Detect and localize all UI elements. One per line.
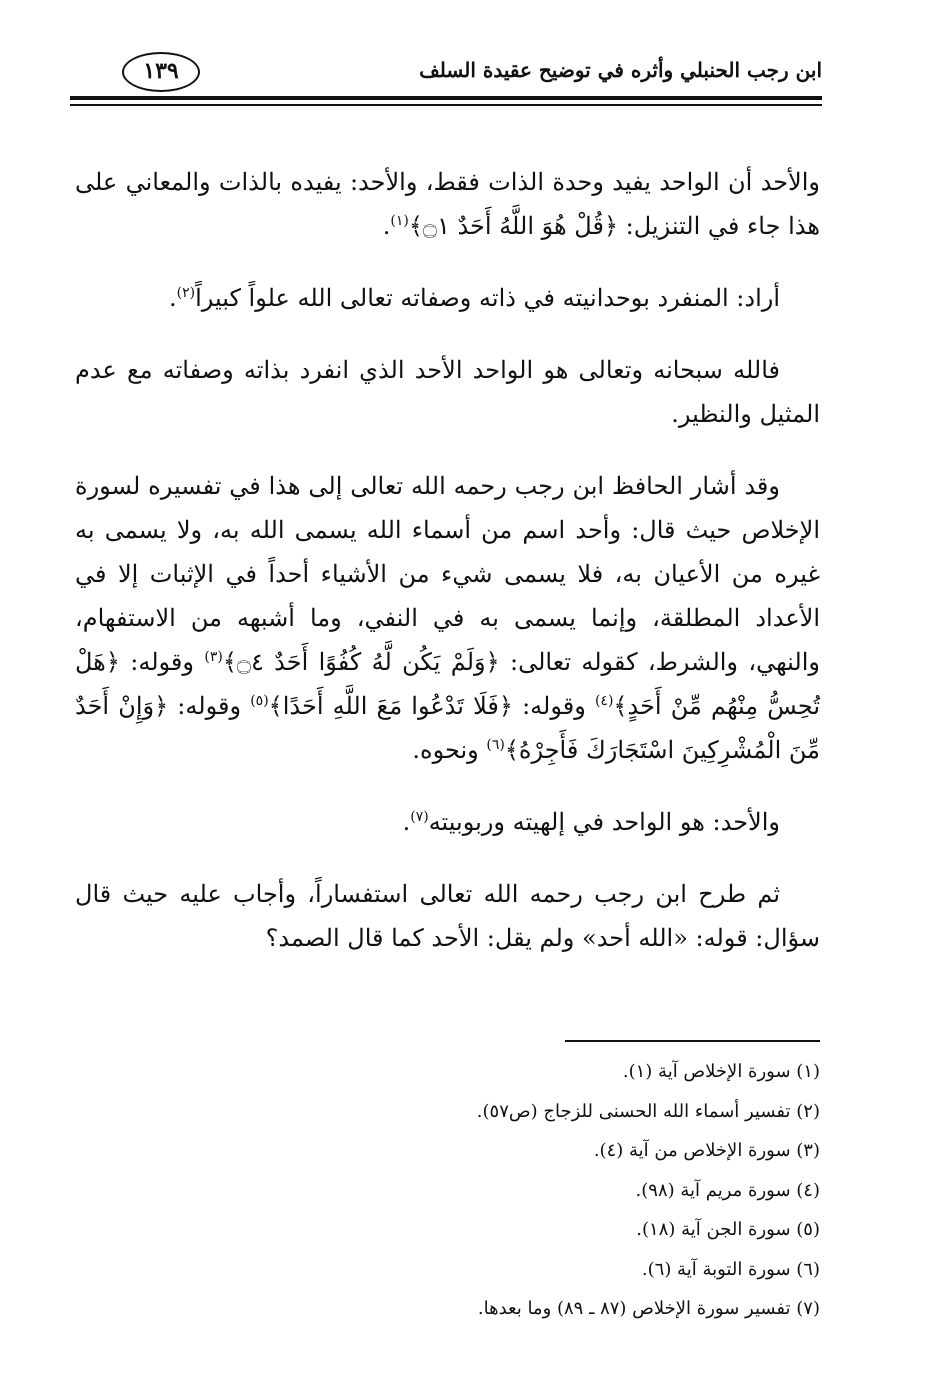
page-number: ١٣٩: [122, 52, 200, 92]
footnote-separator: [565, 1040, 820, 1042]
page-header: [70, 52, 822, 112]
footnote-4: (٤) سورة مريم آية (٩٨).: [635, 1179, 820, 1201]
footnote-5: (٥) سورة الجن آية (١٨).: [636, 1219, 820, 1240]
footnote-ref-1: (١): [390, 213, 409, 229]
footnote-ref-3: (٣): [204, 649, 223, 665]
paragraph-5-text: والأحد: هو الواحد في إلهيته وربوبيته: [428, 808, 780, 836]
paragraph-3: فالله سبحانه وتعالى هو الواحد الأحد الذي انفرد بذاته وصفاته مع عدم المثيل والنظير.: [75, 356, 820, 428]
paragraph-1-text: والأحد أن الواحد يفيد وحدة الذات فقط، والأحد: يفيده بالذات والمعاني على هذا جاء في التنزيل: ﴿قُلْ هُوَ اللَّهُ أَحَدٌ ۝١﴾: [75, 168, 820, 240]
paragraph-4-text-e: ونحوه.: [412, 736, 479, 764]
paragraph-4-text-c: وقوله: ﴿فَلَا تَدْعُوا مَعَ اللَّهِ أَحَدًا﴾: [268, 692, 586, 720]
paragraph-2: أراد: المنفرد بوحدانيته في ذاته وصفاته تعالى الله علواً كبيراً$^{(٢)}$.: [168, 284, 780, 312]
paragraph-6: ثم طرح ابن رجب رحمه الله تعالى استفساراً، وأجاب عليه حيث قال سؤال: قوله: «الله أحد» ولم يقل: الأحد كما قال الصمد؟: [75, 880, 820, 952]
footnote-ref-7: (٧): [410, 809, 429, 825]
paragraph-4: [75, 464, 820, 772]
header-rule-thin: [70, 104, 822, 106]
paragraph-4-text-a: وقد أشار الحافظ ابن رجب رحمه الله تعالى إلى هذا في تفسيره لسورة الإخلاص حيث قال: وأحد اسم من أسماء الله يسمى الله به، ولا يسمى به غيره من الأعيان به، فلا يسمى شيء من الأشياء أحداً في الإثبات إلا في الأعداد المطلقة، وإنما يسمى به في النفي، وما أشبهه من الاستفهام، والنهي، والشرط، كقوله تعالى: ﴿وَلَمْ يَكُن لَّهُ كُفُوًا أَحَدٌ ۝٤﴾: [75, 472, 820, 676]
footnote-7: (٧) تفسير سورة الإخلاص (٨٧ ـ ٨٩) وما بعدها.: [477, 1298, 820, 1319]
header-rule-thick: [70, 96, 822, 100]
footnote-ref-6: (٦): [486, 737, 505, 753]
footnote-1: (١) سورة الإخلاص آية (١).: [622, 1061, 820, 1082]
footnote-ref-2: (٢): [176, 285, 196, 301]
paragraph-1: والأحد أن الواحد يفيد وحدة الذات فقط، والأحد: يفيده بالذات والمعاني على هذا جاء في التنزيل: ﴿قُلْ هُوَ اللَّهُ أَحَدٌ ۝١﴾$^{(١)}$.: [75, 168, 820, 240]
footnotes: [260, 1052, 820, 1329]
running-title: ابن رجب الحنبلي وأثره في توضيح عقيدة السلف: [419, 58, 822, 82]
footnote-ref-5: (٥): [250, 693, 269, 709]
footnote-2: (٢) تفسير أسماء الله الحسنى للزجاج (ص٥٧).: [476, 1100, 820, 1122]
paragraph-4-text-b: وقوله: ﴿هَلْ تُحِسُّ مِنْهُم مِّنْ أَحَدٍ﴾: [75, 648, 821, 720]
paragraph-4-text-d: وقوله: ﴿وَإِنْ أَحَدٌ مِّنَ الْمُشْرِكِينَ اسْتَجَارَكَ فَأَجِرْهُ﴾: [75, 692, 820, 764]
footnote-3: (٣) سورة الإخلاص من آية (٤).: [593, 1140, 820, 1161]
main-text: [75, 160, 820, 988]
paragraph-2-text: أراد: المنفرد بوحدانيته في ذاته وصفاته تعالى الله علواً كبيراً: [195, 284, 780, 312]
footnote-6: (٦) سورة التوبة آية (٦).: [641, 1258, 820, 1280]
paragraph-5: والأحد: هو الواحد في إلهيته وربوبيته$^{(٧)}$.: [402, 808, 780, 836]
footnote-ref-4: (٤): [594, 693, 614, 709]
